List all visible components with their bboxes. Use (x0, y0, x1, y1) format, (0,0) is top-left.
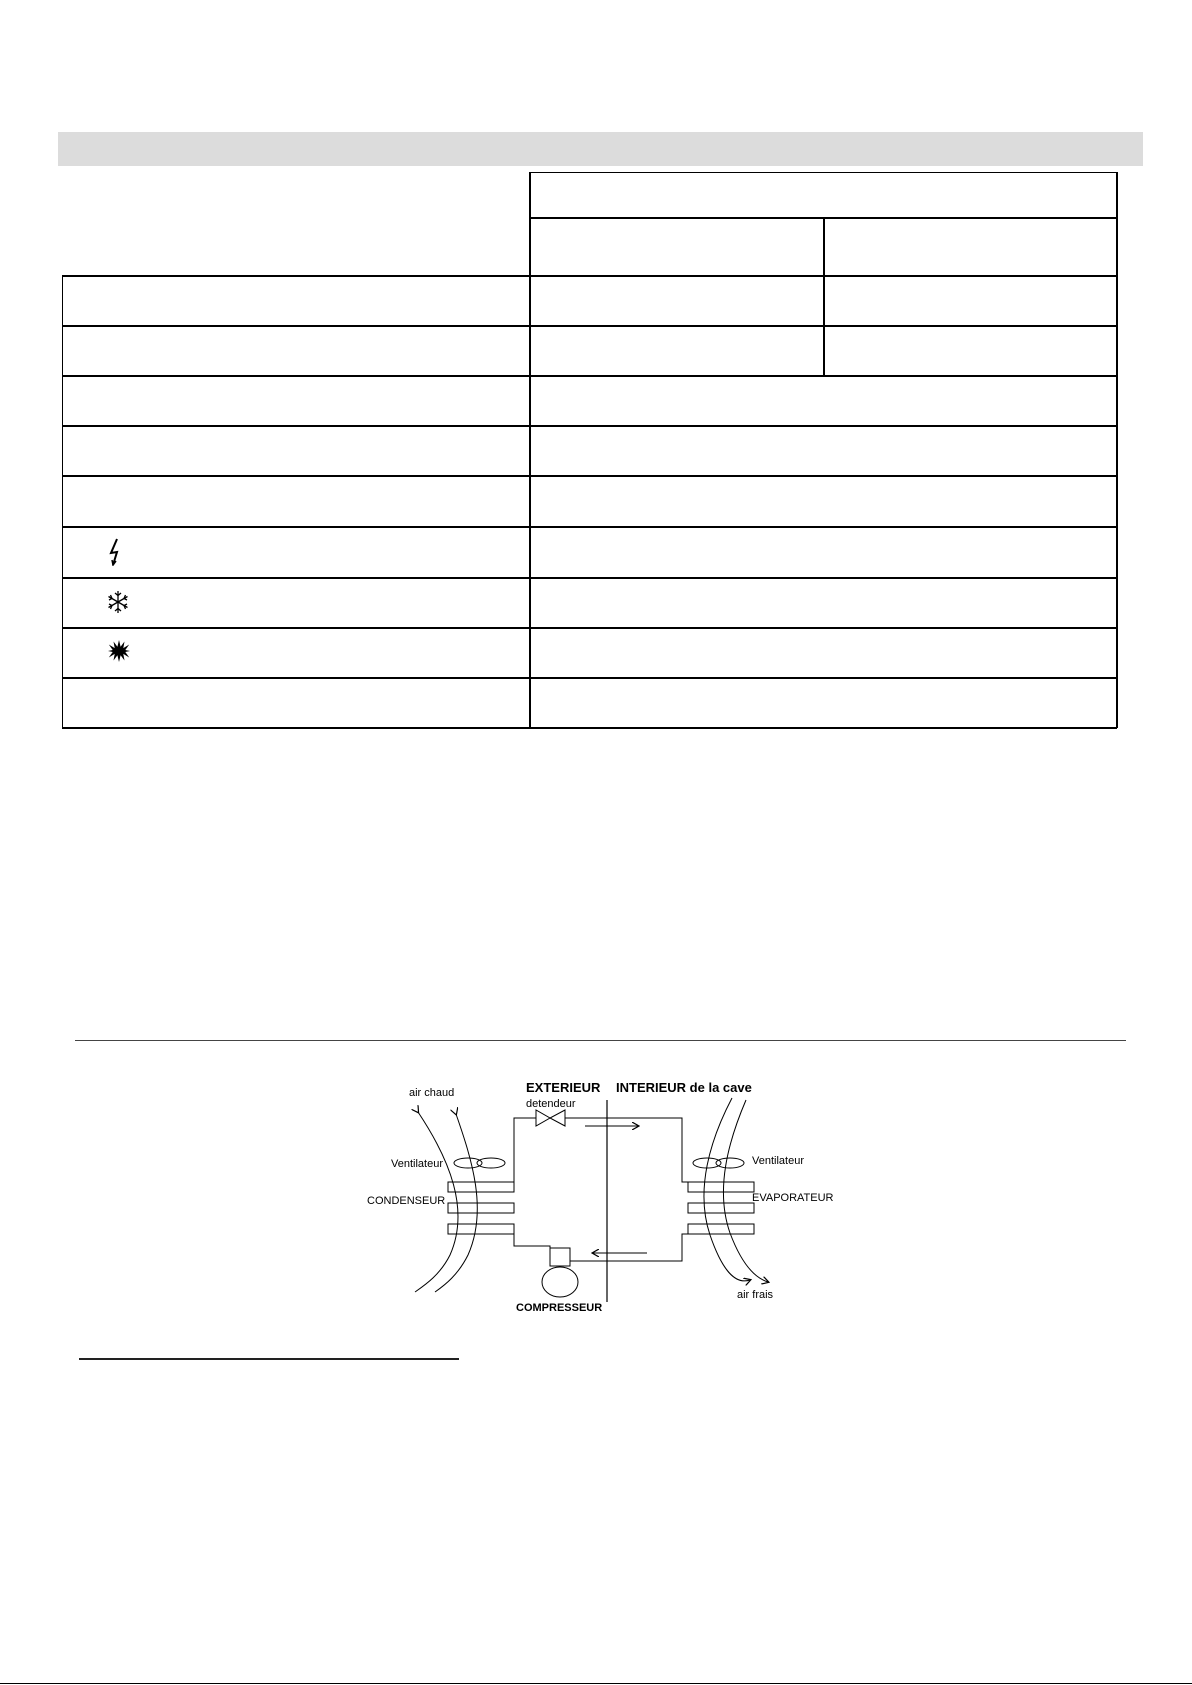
left-fan-blade-b (477, 1158, 505, 1168)
evaporator-fin-2 (688, 1203, 754, 1213)
label-air-frais: air frais (737, 1289, 774, 1301)
label-interieur: INTERIEUR de la cave (616, 1080, 752, 1095)
compressor-body (542, 1267, 578, 1297)
evaporator-fin-1 (688, 1182, 754, 1192)
left-fan-blade-a (454, 1158, 482, 1168)
right-airflow-inner (723, 1100, 768, 1282)
right-fan-blade-b (716, 1158, 744, 1168)
label-ventilateur-left: Ventilateur (391, 1158, 443, 1170)
footnote-rule (79, 1358, 459, 1360)
table-corner-label (62, 172, 522, 272)
evaporator-fin-3 (688, 1224, 754, 1234)
label-compresseur: COMPRESSEUR (516, 1302, 603, 1314)
label-condenseur: CONDENSEUR (367, 1195, 446, 1207)
pipe-top-right (565, 1118, 688, 1182)
section-divider (75, 1040, 1126, 1041)
condenser-fin-1 (448, 1182, 514, 1192)
pipe-left-lower (514, 1234, 550, 1250)
expansion-valve (536, 1110, 550, 1126)
section-title-band (58, 132, 1143, 166)
label-exterieur: EXTERIEUR (526, 1080, 601, 1095)
pipe-left-upper (514, 1118, 536, 1182)
label-detendeur: detendeur (526, 1098, 576, 1110)
spec-table (62, 172, 1119, 729)
right-airflow-outer (704, 1098, 750, 1281)
compressor-head (550, 1248, 570, 1266)
label-evaporateur: EVAPORATEUR (752, 1192, 834, 1204)
label-ventilateur-right: Ventilateur (752, 1155, 804, 1167)
refrigeration-diagram (350, 1070, 870, 1320)
pipe-bottom-right (570, 1234, 688, 1261)
label-air-chaud: air chaud (409, 1087, 455, 1099)
page-bottom-border (0, 1683, 1192, 1684)
